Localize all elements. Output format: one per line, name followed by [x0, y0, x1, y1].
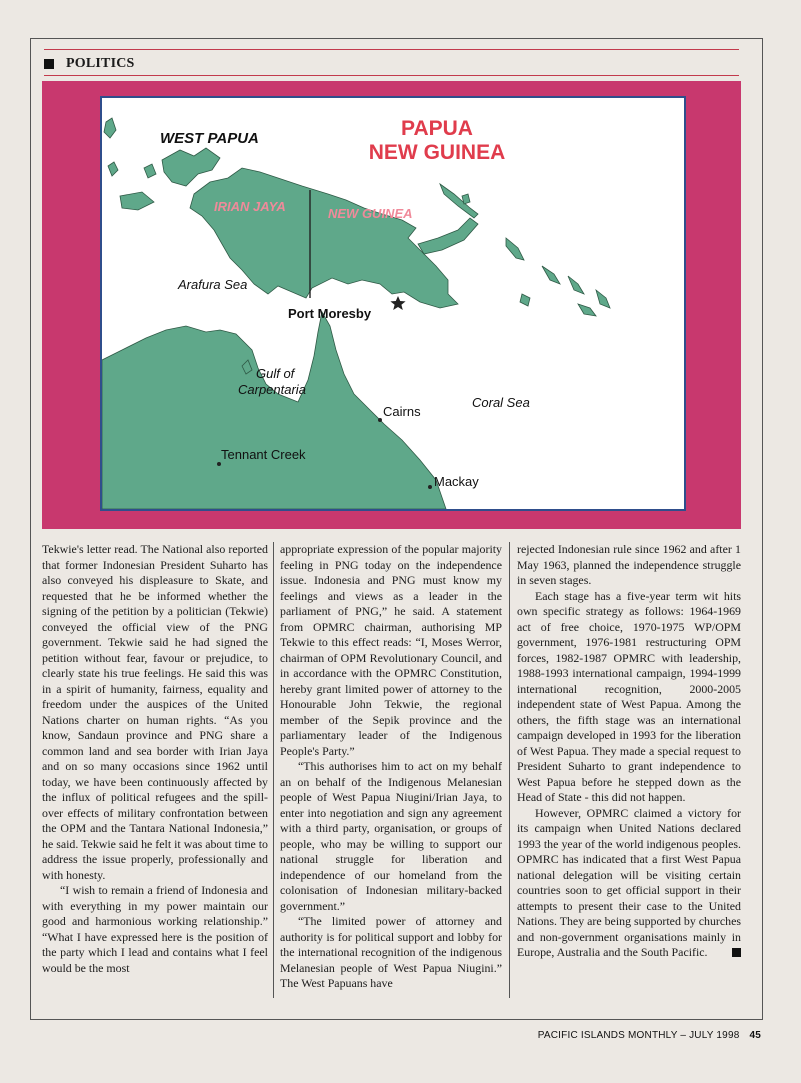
land-west-island-1	[120, 192, 154, 210]
section-rule-bottom	[44, 75, 739, 76]
land-west-island-4	[108, 162, 118, 176]
page-number: 45	[749, 1030, 761, 1041]
label-mackay: Mackay	[434, 474, 479, 489]
cairns-dot	[378, 418, 382, 422]
label-port-moresby: Port Moresby	[288, 306, 372, 321]
section-rule-top	[44, 49, 739, 50]
land-solomons-2	[568, 276, 584, 294]
label-cairns: Cairns	[383, 404, 421, 419]
land-solomons-1	[542, 266, 560, 284]
column-divider	[509, 542, 510, 998]
paragraph-text: However, OPMRC claimed a victory for its campaign when United Nations declared 1993 the year of the world indigenous peoples. OPMRC has indicated that a first West Papua national delegation will be visiting certain countries soon to get official support in their attempts to present their case to the United Nations. They are being supported by churches and non-government organisations mainly in Europe, Australia and the South Pacific.	[517, 805, 741, 959]
paragraph: “I wish to remain a friend of Indonesia and with everything in my power maintain our good and harmonious working relationship.” “What I have expressed here is the position of the party which I lead and contains what I feel would be the most	[42, 883, 268, 975]
land-solomons-4	[596, 290, 610, 308]
article-column-1	[42, 542, 268, 997]
map-title-line2: NEW GUINEA	[368, 141, 506, 164]
land-west-island-3	[144, 164, 156, 178]
land-west-island-2	[104, 118, 116, 138]
label-gulf-line2: Carpentaria	[238, 382, 306, 397]
label-gulf-line1: Gulf of	[256, 366, 295, 381]
paragraph: “This authorises him to act on my behalf an on behalf of the Indigenous Melanesian people of West Papua Niugini/Irian Jaya, to enter into negotiation and sign any agreement with a third party, organisation, or groups of people, who may be willing to support our national struggle for liberation and independence of our homeland from the colonisation of Indonesian military-backed government.”	[280, 759, 502, 913]
publication-line: PACIFIC ISLANDS MONTHLY – JULY 1998	[537, 1030, 740, 1041]
label-west-papua: WEST PAPUA	[160, 130, 259, 147]
label-tennant-creek: Tennant Creek	[221, 447, 306, 462]
map	[100, 96, 686, 511]
port-moresby-star	[390, 296, 405, 310]
paragraph: Tekwie's letter read. The National also reported that former Indonesian President Suharto has also conveyed his displeasure to Skate, and requested that he be informed whether the signing of the petition by a politician (Tekwie) conveyed the official view of the PNG government. Tekwie said he had signed the petition without fear, favour or prejudice, to clearly state his true feelings. He said this was in a spirit of humanity, fairness, equality and freedom under the auspices of the United Nations charter on human rights. “As you know, Sandaun province and PNG share a common land and sea border with Irian Jaya and on so many occasions since 1962 until today, we have been continuously affected by the influx of political refugees and the spill-over effects of military confrontation between the OPM and the Tantara National Indonesia,” he said. Tekwie said he felt it was about time to address the issue properly, professionally and with honesty.	[42, 542, 268, 882]
page-footer	[538, 1030, 761, 1041]
article-column-3	[517, 542, 741, 997]
paragraph: Each stage has a five-year term wit hits own specific strategy as follows: 1964-1969 act of free choice, 1970-1975 WP/OPM government, 1976-1981 restructuring OPM forces, 1982-1987 OPMRC with leadership, 1988-1993 international campaign, 1994-1999 international recognition, 2000-2005 independent state of West Papua. Among the others, the fifth stage was an international campaign developed in 1993 for the liberation of West Papua. They made a special request to President Suharto to grant independence to West Papua before he stepped down as the Head of State - this did not happen.	[517, 588, 741, 804]
label-coral-sea: Coral Sea	[472, 395, 530, 410]
land-solomons-3	[578, 304, 596, 316]
map-graphic	[102, 98, 684, 509]
map-panel	[42, 81, 741, 529]
map-title-line1: PAPUA	[401, 117, 473, 140]
mackay-dot	[428, 485, 432, 489]
paragraph: rejected Indonesian rule since 1962 and after 1 May 1963, planned the independence struggle in seven stages.	[517, 542, 741, 587]
column-divider	[273, 542, 274, 998]
label-irian-jaya: IRIAN JAYA	[214, 199, 286, 214]
label-arafura-sea: Arafura Sea	[178, 277, 248, 292]
end-mark	[732, 948, 741, 957]
paragraph: “The limited power of attorney and authority is for political support and lobby for the international recognition of the indigenous Melanesian people of West Papua Niugini.” The West Papuans have	[280, 914, 502, 990]
article-column-2	[280, 542, 502, 997]
section-header	[44, 55, 135, 73]
land-east-islet	[520, 294, 530, 306]
paragraph-last	[517, 806, 741, 961]
section-label: POLITICS	[66, 56, 135, 71]
section-bullet	[44, 59, 54, 69]
land-new-ireland	[440, 184, 478, 218]
land-west-papua-head	[162, 148, 220, 186]
paragraph: appropriate expression of the popular majority feeling in PNG today on the independence issue. Indonesia and PNG must know my feelings and views as a leader in the parliament of PNG,” he said. A statement from OPMRC chairman, authorising MP Tekwie to this effect reads: “I, Moses Werror, chairman of OPM Revolutionary Council, and in accordance with the OPMRC Constitution, hereby grant limited power of attorney to the Honourable John Tekwie, the regional member of the Sepik province and the parliamentary leader of the Indigenous People's Party.”	[280, 542, 502, 758]
land-new-britain	[418, 218, 478, 254]
label-new-guinea: NEW GUINEA	[328, 206, 413, 221]
article-body	[42, 542, 742, 1002]
tennant-creek-dot	[217, 462, 221, 466]
land-bougainville	[506, 238, 524, 260]
